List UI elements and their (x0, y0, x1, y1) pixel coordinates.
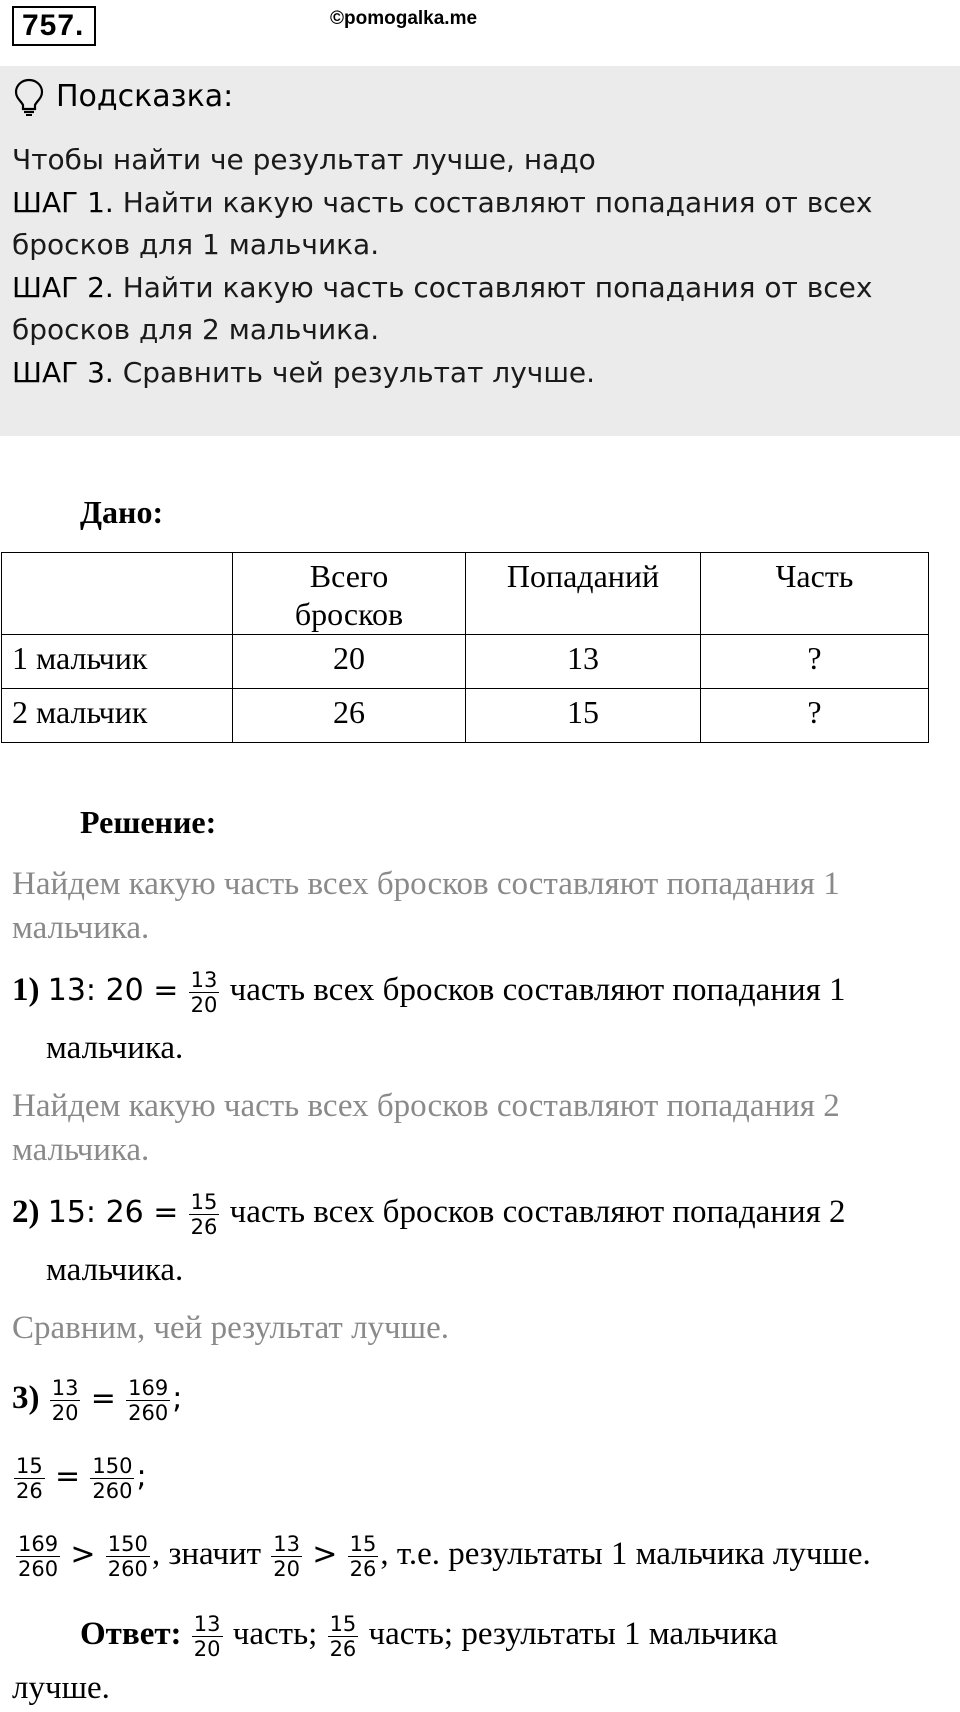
row-2-total: 26 (233, 689, 466, 743)
step-2-frac-d: 26 (190, 1215, 218, 1239)
hint-title (14, 78, 233, 116)
hint-step-2-text: Найти какую часть составляют попадания от всех (113, 271, 873, 304)
hint-step-1-label: ШАГ 1. (12, 186, 114, 219)
comment-2-cont: мальчика. (12, 1132, 150, 1168)
eq2-b-d: 260 (92, 1479, 133, 1503)
cmp-a-d: 260 (18, 1557, 59, 1581)
table-header-total-b: бросков (294, 596, 404, 632)
given-title: Дано: (80, 494, 164, 530)
eq1-b-d: 260 (128, 1401, 169, 1425)
table-header-row (2, 553, 929, 635)
hint-step-3-text: Сравнить чей результат лучше. (113, 356, 596, 389)
comment-1: Найдем какую часть всех бросков составляют попадания 1 (12, 866, 840, 902)
eq2-frac-a (14, 1454, 45, 1503)
solution-title: Решение: (80, 804, 217, 840)
eq1-frac-b (126, 1376, 170, 1425)
greater-sign: > (70, 1537, 96, 1573)
table-header-total-a: Всего (309, 558, 389, 594)
table-row (2, 689, 929, 743)
hint-step-2-label: ШАГ 2. (12, 271, 114, 304)
step-2-frac (189, 1190, 220, 1239)
table-row (2, 635, 929, 689)
cmp-frac-d (348, 1532, 379, 1581)
step-3-eq-2 (12, 1454, 147, 1503)
given-table (1, 552, 929, 743)
step-1-frac (189, 968, 220, 1017)
eq1-a-n: 13 (51, 1376, 79, 1400)
comment-3: Сравним, чей результат лучше. (12, 1310, 449, 1346)
step-1-expr: 13: 20 = (47, 973, 179, 1009)
equals-sign: = (90, 1381, 116, 1417)
step-1 (12, 968, 846, 1017)
comment-2: Найдем какую часть всех бросков составляют попадания 2 (12, 1088, 840, 1124)
cmp-b-n: 150 (107, 1532, 148, 1556)
hint-title-text: Подсказка: (56, 79, 234, 114)
step-2-text: часть всех бросков составляют попадания 2 (229, 1194, 846, 1231)
answer-f1-d: 20 (193, 1637, 221, 1661)
eq2-frac-b (90, 1454, 134, 1503)
row-2-part: ? (701, 689, 929, 743)
answer-f2-d: 26 (329, 1637, 357, 1661)
hint-intro: Чтобы найти че результат лучше, надо (12, 143, 596, 176)
eq2-a-d: 26 (16, 1479, 43, 1503)
cmp-c-d: 20 (273, 1557, 301, 1581)
step-1-frac-n: 13 (190, 968, 218, 992)
answer-f2-n: 15 (329, 1612, 357, 1636)
problem-number: 757. (12, 6, 96, 46)
step-2-expr: 15: 26 = (47, 1195, 179, 1231)
eq1-a-d: 20 (51, 1401, 79, 1425)
eq1-frac-a (50, 1376, 81, 1425)
row-2-hits: 15 (466, 689, 701, 743)
semicolon: ; (172, 1381, 183, 1417)
cmp-text-end: , т.е. результаты 1 мальчика лучше. (380, 1536, 871, 1573)
semicolon: ; (136, 1459, 147, 1495)
cmp-a-n: 169 (18, 1532, 59, 1556)
step-3-num: 3) (12, 1380, 40, 1417)
comment-1-cont: мальчика. (12, 910, 150, 946)
row-1-part: ? (701, 635, 929, 689)
lightbulb-icon (14, 78, 44, 116)
equals-sign: = (54, 1459, 81, 1495)
row-1-total: 20 (233, 635, 466, 689)
step-2-cont: мальчика. (46, 1252, 184, 1288)
step-1-cont: мальчика. (46, 1030, 184, 1066)
cmp-b-d: 260 (107, 1557, 148, 1581)
eq1-b-n: 169 (128, 1376, 169, 1400)
hint-step-3 (12, 353, 595, 393)
hint-step-3-label: ШАГ 3. (12, 356, 114, 389)
watermark: ©pomogalka.me (330, 8, 478, 29)
step-3-compare (14, 1532, 871, 1581)
cmp-d-n: 15 (349, 1532, 377, 1556)
table-header-empty (2, 553, 233, 635)
table-header-part: Часть (701, 553, 929, 635)
answer-f1-n: 13 (193, 1612, 221, 1636)
answer-frac-2 (328, 1612, 359, 1661)
answer (80, 1612, 778, 1661)
cmp-frac-a (16, 1532, 60, 1581)
answer-frac-1 (192, 1612, 223, 1661)
step-1-text: часть всех бросков составляют попадания 1 (229, 972, 846, 1009)
table-header-hits: Попаданий (466, 553, 701, 635)
step-2-num: 2) (12, 1194, 40, 1231)
step-1-frac-d: 20 (190, 993, 218, 1017)
cmp-frac-c (271, 1532, 302, 1581)
hint-step-1 (12, 183, 872, 223)
hint-step-2 (12, 268, 872, 308)
eq2-b-n: 150 (92, 1454, 133, 1478)
hint-step-1-text: Найти какую часть составляют попадания от всех (113, 186, 873, 219)
answer-text-mid: часть; (224, 1616, 318, 1653)
answer-cont: лучше. (12, 1670, 110, 1706)
hint-step-1-cont: бросков для 1 мальчика. (12, 228, 380, 261)
row-1-hits: 13 (466, 635, 701, 689)
step-2 (12, 1190, 846, 1239)
cmp-d-d: 26 (349, 1557, 377, 1581)
step-2-frac-n: 15 (190, 1190, 218, 1214)
answer-label: Ответ: (80, 1616, 182, 1653)
table-header-total (233, 553, 466, 635)
step-3-eq-1 (12, 1376, 182, 1425)
hint-step-2-cont: бросков для 2 мальчика. (12, 313, 380, 346)
row-1-name: 1 мальчик (2, 635, 233, 689)
step-1-num: 1) (12, 972, 40, 1009)
answer-text-end: часть; результаты 1 мальчика (360, 1616, 778, 1653)
row-2-name: 2 мальчик (2, 689, 233, 743)
eq2-a-n: 15 (16, 1454, 43, 1478)
cmp-text-mid: , значит (151, 1536, 262, 1573)
cmp-c-n: 13 (273, 1532, 301, 1556)
greater-sign: > (312, 1537, 338, 1573)
cmp-frac-b (106, 1532, 150, 1581)
